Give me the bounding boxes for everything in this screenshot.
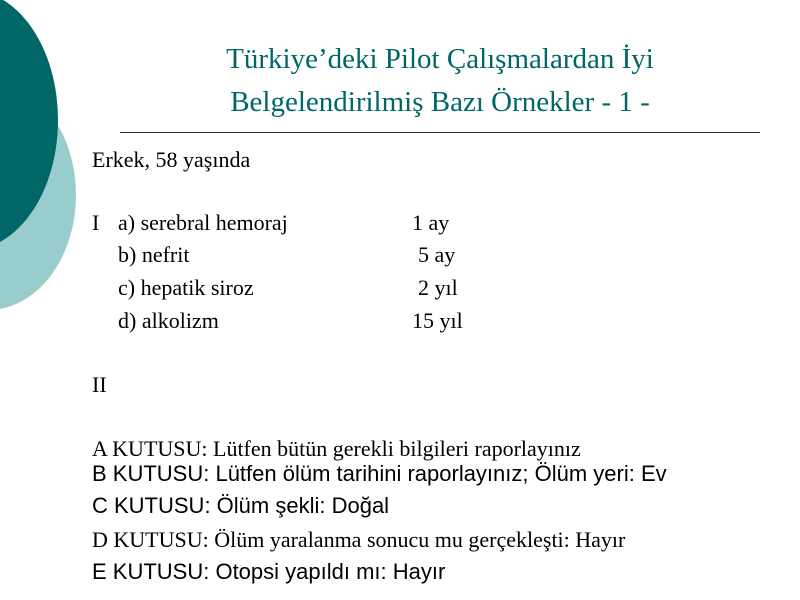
box-e: E KUTUSU: Otopsi yapıldı mı: Hayır	[92, 559, 446, 584]
cause-c: c) hepatik siroz	[118, 275, 254, 300]
box-b: B KUTUSU: Lütfen ölüm tarihini raporlayınız; Ölüm yeri: Ev	[92, 461, 667, 486]
patient-info: Erkek, 58 yaşında	[92, 147, 251, 172]
slide-title	[120, 38, 760, 124]
duration-a: 1 ay	[412, 210, 450, 235]
box-c: C KUTUSU: Ölüm şekli: Doğal	[92, 493, 390, 518]
part-2-label: II	[92, 372, 107, 397]
duration-c: 2 yıl	[418, 275, 458, 300]
duration-b: 5 ay	[418, 242, 456, 267]
slide-title-line-2: Belgelendirilmiş Bazı Örnekler - 1 -	[230, 86, 650, 118]
cause-a: a) serebral hemoraj	[118, 210, 288, 235]
slide-title-line-1: Türkiye’deki Pilot Çalışmalardan İyi	[226, 43, 654, 75]
box-a: A KUTUSU: Lütfen bütün gerekli bilgileri raporlayınız	[92, 436, 581, 461]
duration-d: 15 yıl	[412, 308, 463, 333]
title-divider	[120, 132, 760, 133]
part-1-label: I	[92, 210, 100, 235]
cause-d: d) alkolizm	[118, 308, 219, 333]
cause-b: b) nefrit	[118, 242, 190, 267]
box-d: D KUTUSU: Ölüm yaralanma sonucu mu gerçekleşti: Hayır	[92, 527, 626, 552]
